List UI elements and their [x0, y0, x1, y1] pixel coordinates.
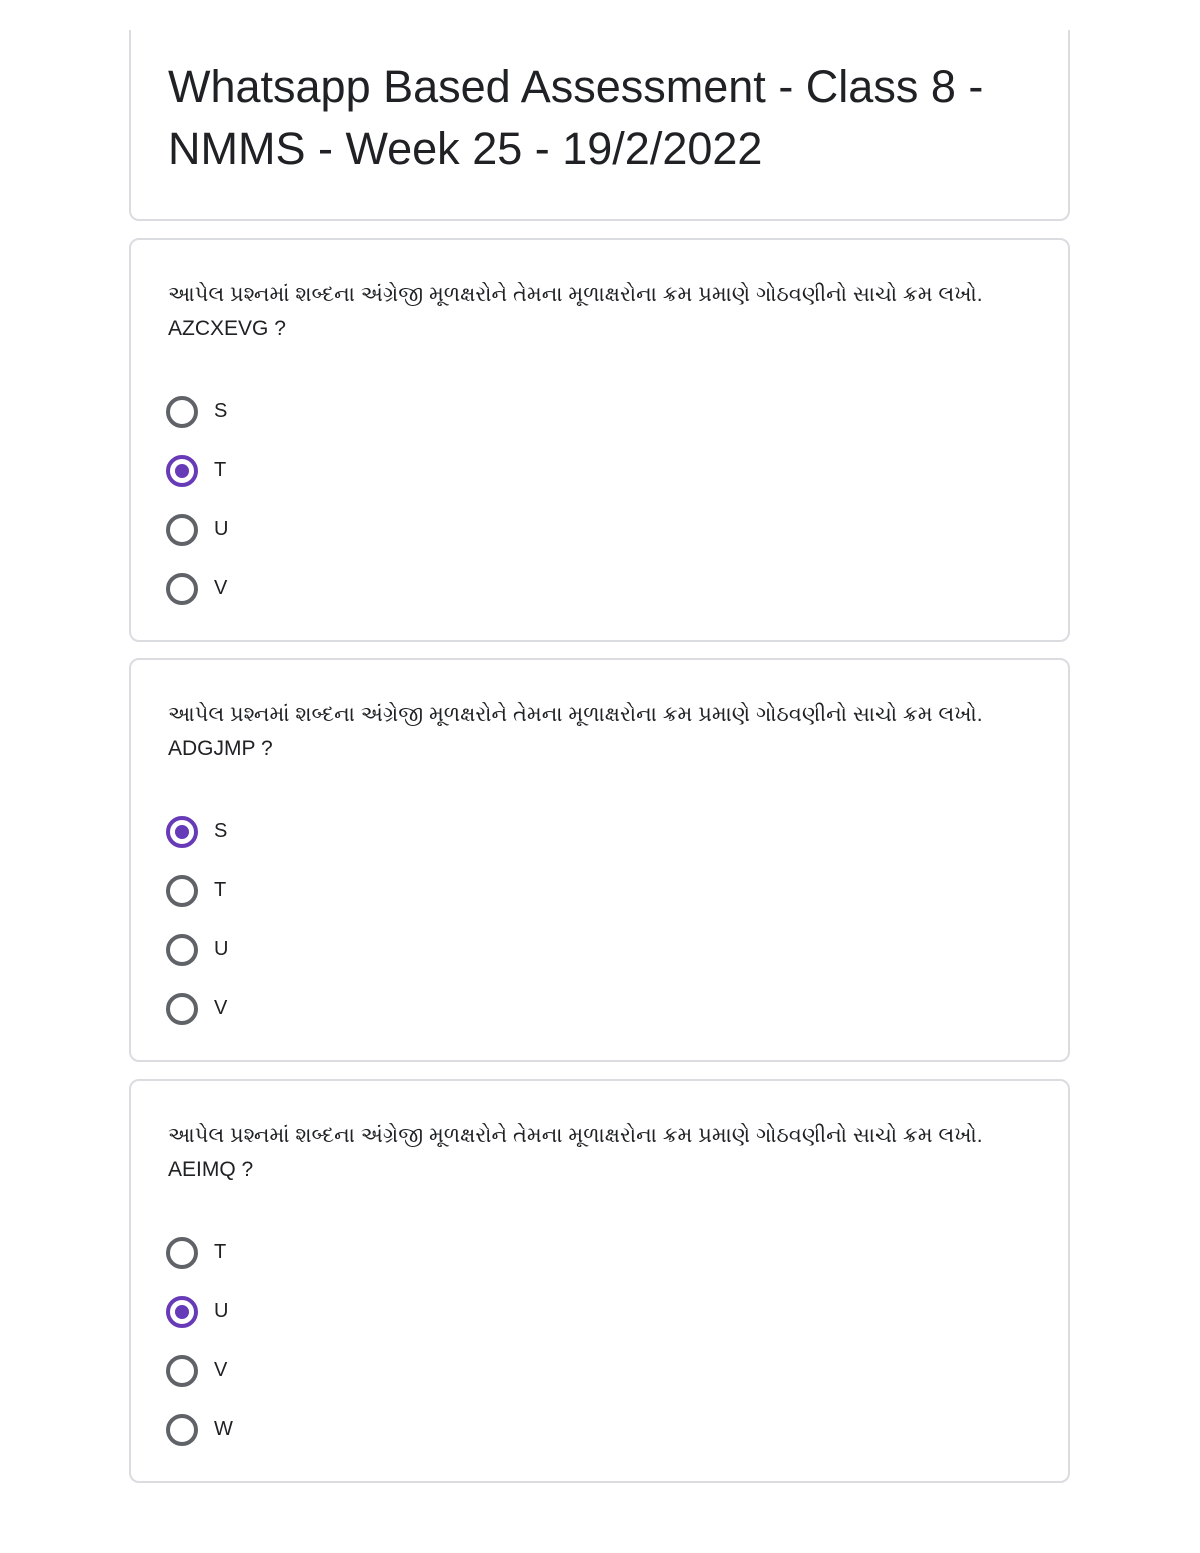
question-card	[129, 1079, 1070, 1483]
radio-option[interactable]	[166, 979, 228, 1038]
option-label: U	[214, 518, 229, 540]
question-card	[129, 238, 1070, 642]
radio-button[interactable]	[166, 1414, 198, 1446]
radio-button[interactable]	[166, 396, 198, 428]
radio-button[interactable]	[166, 1355, 198, 1387]
options-list	[166, 382, 228, 618]
radio-option[interactable]	[166, 802, 228, 861]
radio-option[interactable]	[166, 920, 228, 979]
radio-button[interactable]	[166, 573, 198, 605]
options-list	[166, 802, 228, 1038]
radio-option[interactable]	[166, 1400, 233, 1459]
option-label: U	[214, 938, 229, 960]
question-text: આપેલ પ્રશ્નમાં શબ્દના અંગ્રેજી મૂળક્ષરોને તેમના મૂળાક્ષરોના ક્રમ પ્રમાણે ગોઠવણીનો સાચો ક્રમ લખો. AZCXEVG ?	[168, 283, 983, 340]
radio-button[interactable]	[166, 514, 198, 546]
radio-button-selected[interactable]	[166, 1296, 198, 1328]
radio-option[interactable]	[166, 1282, 233, 1341]
radio-option[interactable]	[166, 861, 228, 920]
form-title: Whatsapp Based Assessment - Class 8 - NMMS - Week 25 - 19/2/2022	[168, 61, 984, 174]
radio-button[interactable]	[166, 993, 198, 1025]
options-list	[166, 1223, 233, 1459]
radio-option[interactable]	[166, 500, 228, 559]
option-label: W	[214, 1418, 233, 1440]
option-label: T	[214, 459, 227, 481]
radio-button-selected[interactable]	[166, 816, 198, 848]
question-card	[129, 658, 1070, 1062]
radio-option[interactable]	[166, 1223, 233, 1282]
radio-button[interactable]	[166, 1237, 198, 1269]
radio-option[interactable]	[166, 382, 228, 441]
option-label: U	[214, 1300, 229, 1322]
question-text: આપેલ પ્રશ્નમાં શબ્દના અંગ્રેજી મૂળક્ષરોને તેમના મૂળાક્ષરોના ક્રમ પ્રમાણે ગોઠવણીનો સાચો ક્રમ લખો. ADGJMP ?	[168, 703, 983, 760]
radio-option[interactable]	[166, 559, 228, 618]
option-label: S	[214, 820, 228, 842]
option-label: S	[214, 400, 228, 422]
question-text: આપેલ પ્રશ્નમાં શબ્દના અંગ્રેજી મૂળક્ષરોને તેમના મૂળાક્ષરોના ક્રમ પ્રમાણે ગોઠવણીનો સાચો ક્રમ લખો. AEIMQ ?	[168, 1124, 983, 1181]
radio-button-selected[interactable]	[166, 455, 198, 487]
radio-option[interactable]	[166, 1341, 233, 1400]
radio-button[interactable]	[166, 934, 198, 966]
option-label: V	[214, 997, 228, 1019]
option-label: V	[214, 577, 228, 599]
option-label: T	[214, 879, 227, 901]
form-title-card	[129, 30, 1070, 221]
option-label: T	[214, 1241, 227, 1263]
radio-button[interactable]	[166, 875, 198, 907]
option-label: V	[214, 1359, 228, 1381]
radio-option[interactable]	[166, 441, 228, 500]
